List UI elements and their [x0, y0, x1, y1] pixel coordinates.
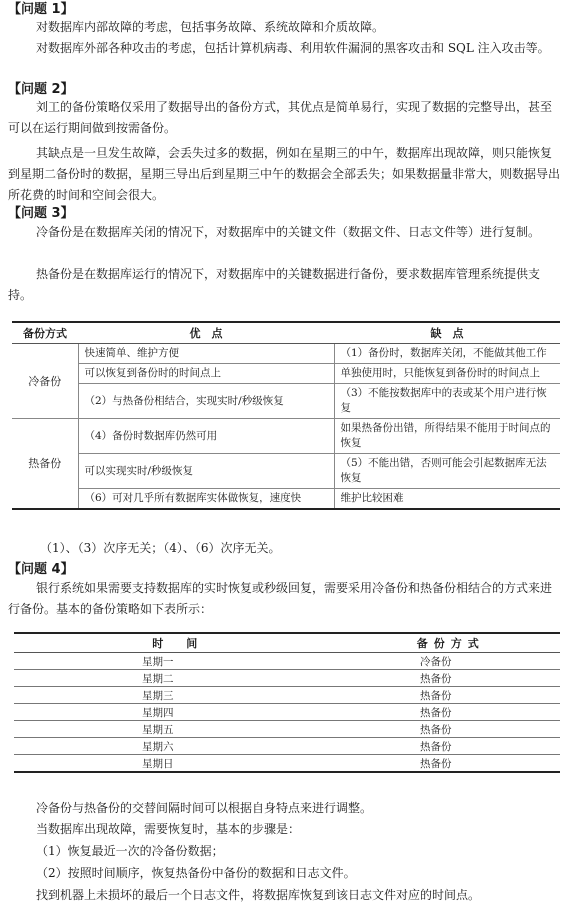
schedule-day: 星期三 [14, 687, 342, 704]
table-row [12, 454, 560, 489]
hot-con-1: 如果热备份出错，所得结果不能用于时间点的恢复 [334, 419, 560, 454]
schedule-day: 星期日 [14, 755, 342, 773]
table-row [12, 384, 560, 419]
table-row [14, 755, 560, 773]
cold-pro-1: 快速简单、维护方便 [78, 344, 334, 364]
q1-paragraph-2: 对数据库外部各种攻击的考虑，包括计算机病毒、利用软件漏洞的黑客攻击和 SQL 注入攻击等。 [36, 41, 550, 55]
schedule-day: 星期六 [14, 738, 342, 755]
hot-pro-2: 可以实现实时/秒级恢复 [78, 454, 334, 489]
q4-heading: 【问题 4】 [8, 562, 74, 577]
q3-paragraph-2: 热备份是在数据库运行的情况下，对数据库中的关键数据进行备份，要求数据库管理系统提供支持。 [8, 267, 541, 302]
q3-paragraph-1: 冷备份是在数据库关闭的情况下，对数据库中的关键文件（数据文件、日志文件等）进行复制。 [36, 225, 541, 239]
table-row [14, 687, 560, 704]
q3-heading: 【问题 3】 [8, 206, 74, 221]
schedule-mode: 热备份 [342, 670, 560, 687]
q2-paragraph-1: 刘工的备份策略仅采用了数据导出的备份方式，其优点是简单易行，实现了数据的完整导出，甚至可以在运行期间做到按需备份。 [8, 100, 553, 135]
q4-paragraph-2: 冷备份与热备份的交替间隔时间可以根据自身特点来进行调整。 [36, 801, 373, 815]
table-row [12, 344, 560, 364]
table-header-row [14, 633, 560, 653]
header-cons: 缺 点 [334, 322, 560, 344]
q2-paragraph-2: 其缺点是一旦发生故障，会丢失过多的数据，例如在星期三的中午，数据库出现故障，则只能恢复到星期二备份时的数据，星期三导出后到星期三中午的数据会全部丢失；如果数据量非常大，则数据导出所花费的时间和空间会很大。 [8, 146, 561, 202]
backup-comparison-table [12, 321, 560, 510]
table-row [14, 721, 560, 738]
q1-heading: 【问题 1】 [8, 2, 74, 17]
q4-step-2: （2）按照时间顺序，恢复热备份中备份的数据和日志文件。 [36, 866, 356, 880]
cold-pro-2: 可以恢复到备份时的时间点上 [78, 364, 334, 384]
header-pros: 优 点 [78, 322, 334, 344]
schedule-mode: 热备份 [342, 721, 560, 738]
schedule-mode: 热备份 [342, 704, 560, 721]
cold-pro-3: （2）与热备份相结合，实现实时/秒级恢复 [78, 384, 334, 419]
q1-paragraph-1: 对数据库内部故障的考虑，包括事务故障、系统故障和介质故障。 [36, 20, 385, 34]
schedule-mode: 热备份 [342, 755, 560, 773]
cold-con-3: （3）不能按数据库中的表或某个用户进行恢复 [334, 384, 560, 419]
table-row [12, 489, 560, 510]
table-row [14, 653, 560, 670]
header-time: 时 间 [14, 633, 342, 653]
q4-paragraph-4: 找到机器上未损坏的最后一个日志文件，将数据库恢复到该日志文件对应的时间点。 [36, 888, 481, 902]
header-mode: 备份方式 [342, 633, 560, 653]
schedule-day: 星期四 [14, 704, 342, 721]
schedule-day: 星期一 [14, 653, 342, 670]
backup-schedule-table [14, 632, 560, 773]
schedule-day: 星期二 [14, 670, 342, 687]
schedule-mode: 热备份 [342, 738, 560, 755]
hot-backup-label: 热备份 [12, 419, 78, 510]
table-row [14, 738, 560, 755]
schedule-mode: 冷备份 [342, 653, 560, 670]
schedule-mode: 热备份 [342, 687, 560, 704]
hot-con-3: 维护比较困难 [334, 489, 560, 510]
q4-step-1: （1）恢复最近一次的冷备份数据； [36, 844, 224, 858]
table-row [14, 704, 560, 721]
cold-con-2: 单独使用时，只能恢复到备份时的时间点上 [334, 364, 560, 384]
cold-con-1: （1）备份时，数据库关闭，不能做其他工作 [334, 344, 560, 364]
hot-pro-3: （6）可对几乎所有数据库实体做恢复，速度快 [78, 489, 334, 510]
q4-paragraph-1: 银行系统如果需要支持数据库的实时恢复或秒级回复，需要采用冷备份和热备份相结合的方式来进行备份。基本的备份策略如下表所示： [8, 581, 553, 616]
schedule-day: 星期五 [14, 721, 342, 738]
hot-con-2: （5）不能出错，否则可能会引起数据库无法恢复 [334, 454, 560, 489]
header-backup-method: 备份方式 [12, 322, 78, 344]
q2-heading: 【问题 2】 [8, 82, 74, 97]
q3-order-note: （1）、（3）次序无关；（4）、（6）次序无关。 [40, 541, 281, 555]
table-row [14, 670, 560, 687]
table-row [12, 364, 560, 384]
cold-backup-label: 冷备份 [12, 344, 78, 419]
table-header-row [12, 322, 560, 344]
hot-pro-1: （4）备份时数据库仍然可用 [78, 419, 334, 454]
q4-paragraph-3: 当数据库出现故障，需要恢复时，基本的步骤是： [36, 822, 301, 836]
table-row [12, 419, 560, 454]
